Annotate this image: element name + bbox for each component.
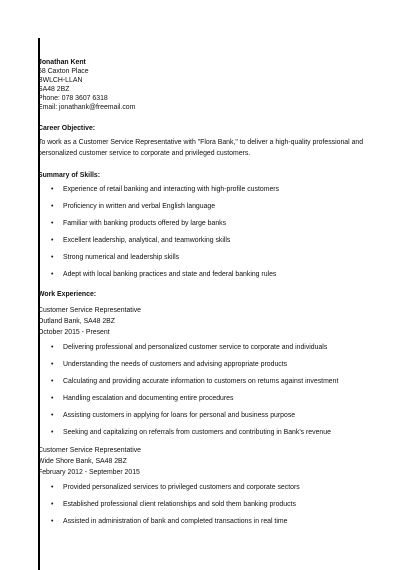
job-entry-1: [38, 305, 378, 338]
skills-list: [38, 185, 378, 287]
duty-item: • Delivering professional and personalized customer service to corporate and individuals: [38, 343, 378, 360]
skill-item: • Familiar with banking products offered by large banks: [38, 219, 378, 236]
duty-item: • Assisting customers in applying for loans for personal and business purpose: [38, 411, 378, 428]
duty-item: • Understanding the needs of customers and advising appropriate products: [38, 360, 378, 377]
postcode: SA48 2BZ: [38, 86, 70, 93]
phone: Phone: 078 3607 6318: [38, 95, 108, 102]
address-line-2: BWLCH-LLAN: [38, 77, 83, 84]
job-title: Customer Service Representative: [38, 447, 142, 454]
duty-item: • Handling escalation and documenting entire procedures: [38, 394, 378, 411]
job-employer: Wide Shore Bank, SA48 2BZ: [38, 458, 127, 465]
candidate-name: Jonathan Kent: [38, 59, 86, 66]
skill-item: • Proficiency in written and verbal English language: [38, 202, 378, 219]
email: Email: jonathank@freemail.com: [38, 104, 136, 111]
job-title: Customer Service Representative: [38, 307, 142, 314]
resume-document: [38, 58, 378, 534]
objective-text: To work as a Customer Service Representative with "Flora Bank," to deliver a high-quality professional and personalized customer service to corporate and privileged customers.: [38, 139, 364, 157]
duty-item: • Provided personalized services to privileged customers and corporate sectors: [38, 483, 378, 500]
job-dates: February 2012 - September 2015: [38, 469, 140, 476]
duty-item: • Established professional client relationships and sold them banking products: [38, 500, 378, 517]
duty-item: • Calculating and providing accurate information to customers on returns against investment: [38, 377, 378, 394]
skill-item: • Experience of retail banking and interacting with high-profile customers: [38, 185, 378, 202]
skill-item: • Adept with local banking practices and state and federal banking rules: [38, 270, 378, 287]
duty-item: • Assisted in administration of bank and completed transactions in real time: [38, 517, 378, 534]
experience-heading: Work Experience:: [38, 291, 97, 298]
job-1-duties: [38, 343, 378, 445]
skills-heading: Summary of Skills:: [38, 172, 101, 179]
skill-item: • Excellent leadership, analytical, and teamworking skills: [38, 236, 378, 253]
job-entry-2: [38, 445, 378, 478]
job-dates: October 2015 - Present: [38, 329, 110, 336]
contact-block: [38, 58, 378, 112]
skill-item: • Strong numerical and leadership skills: [38, 253, 378, 270]
address-line-1: 68 Caxton Place: [38, 68, 89, 75]
job-2-duties: [38, 483, 378, 534]
duty-item: • Seeking and capitalizing on referrals from customers and contributing in Bank's revenue: [38, 428, 378, 445]
job-employer: Outland Bank, SA48 2BZ: [38, 318, 115, 325]
objective-heading: Career Objective:: [38, 125, 96, 132]
